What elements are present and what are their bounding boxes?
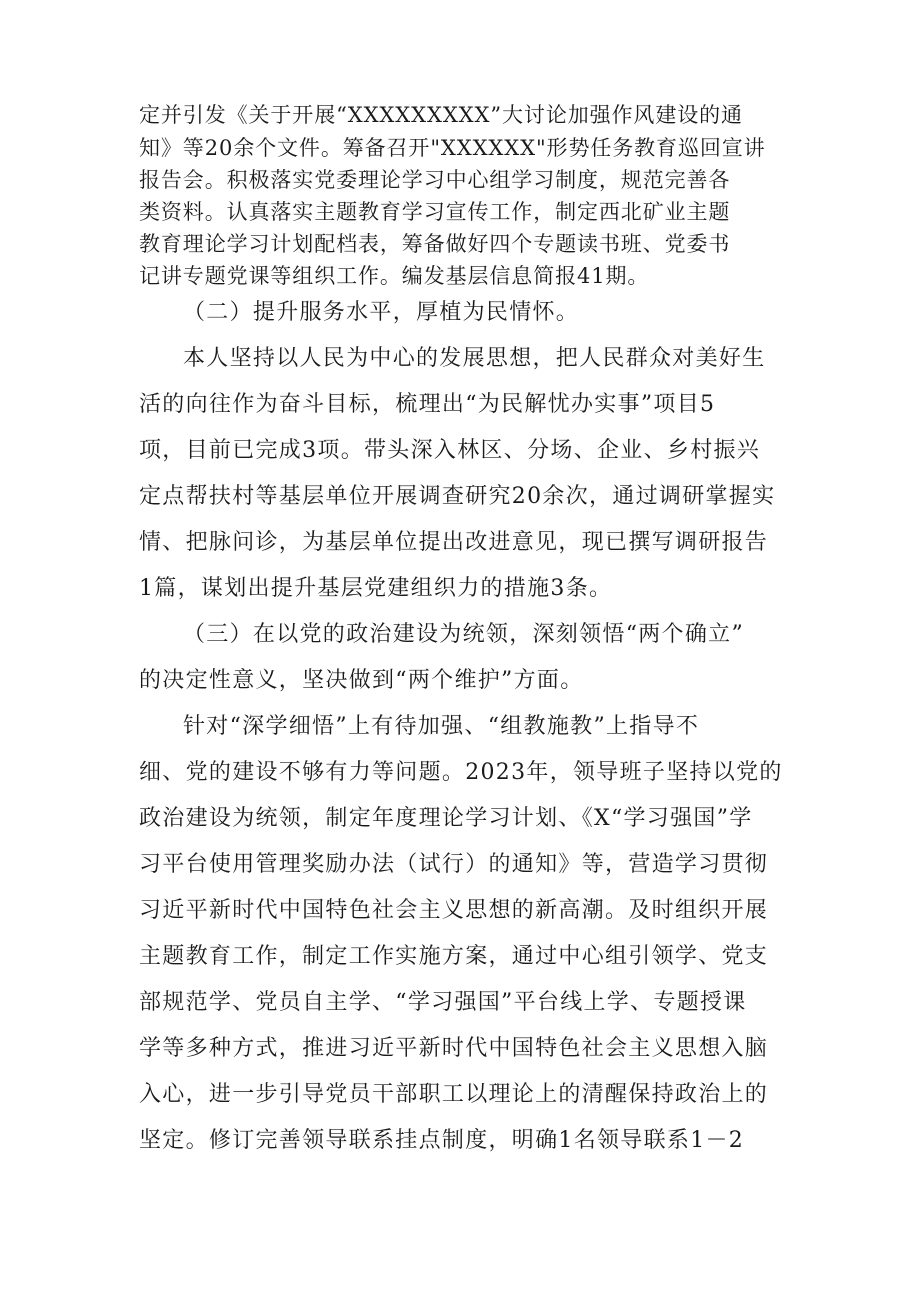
- text-line: 政治建设为统领，制定年度理论学习计划、《X“学习强国”学: [139, 806, 753, 831]
- text-line: 定点帮扶村等基层单位开展调查研究20余次，通过调研掌握实: [139, 484, 776, 509]
- text-line: 教育理论学习计划配档表，筹备做好四个专题读书班、党委书: [139, 232, 731, 256]
- text-line: 坚定。修订完善领导联系挂点制度，明确1名领导联系1－2: [139, 1128, 745, 1153]
- text-line: 针对“深学细悟”上有待加强、“组教施教”上指导不: [183, 714, 700, 739]
- text-line: 类资料。认真落实主题教育学习宣传工作，制定西北矿业主题: [139, 200, 731, 224]
- text-line: 报告会。积极落实党委理论学习中心组学习制度，规范完善各: [139, 168, 731, 192]
- heading-line: （三）在以党的政治建设为统领，深刻领悟“两个确立”: [183, 622, 744, 647]
- heading-line: （二）提升服务水平，厚植为民情怀。: [183, 300, 580, 325]
- text-line: 活的向往作为奋斗目标，梳理出“为民解忧办实事”项目5: [139, 392, 716, 417]
- text-line: 主题教育工作，制定工作实施方案，通过中心组引领学、党支: [139, 944, 769, 969]
- text-line: 知》等20余个文件。筹备召开"XXXXXX"形势任务教育巡回宣讲: [139, 136, 766, 160]
- text-line: 项，目前已完成3项。带头深入林区、分场、企业、乡村振兴: [139, 438, 761, 463]
- text-line: 1篇，谋划出提升基层党建组织力的措施3条。: [139, 576, 613, 601]
- text-line: 习近平新时代中国特色社会主义思想的新高潮。及时组织开展: [139, 898, 769, 923]
- text-line: 定并引发《关于开展“XXXXXXXXX”大讨论加强作风建设的通: [139, 103, 743, 127]
- text-line: 习平台使用管理奖励办法（试行）的通知》等，营造学习贯彻: [139, 852, 769, 877]
- text-line: 部规范学、党员自主学、“学习强国”平台线上学、专题授课: [139, 990, 747, 1015]
- text-line: 学等多种方式，推进习近平新时代中国特色社会主义思想入脑: [139, 1036, 769, 1061]
- text-line: 本人坚持以人民为中心的发展思想，把人民群众对美好生: [183, 346, 766, 371]
- text-line: 入心，进一步引导党员干部职工以理论上的清醒保持政治上的: [139, 1082, 769, 1107]
- text-line: 细、党的建设不够有力等问题。2023年，领导班子坚持以党的: [139, 760, 783, 785]
- text-line: 记讲专题党课等组织工作。编发基层信息简报41期。: [139, 264, 650, 288]
- text-line: 情、把脉问诊，为基层单位提出改进意见，现已撰写调研报告: [139, 530, 769, 555]
- heading-line: 的决定性意义，坚决做到“两个维护”方面。: [139, 668, 584, 693]
